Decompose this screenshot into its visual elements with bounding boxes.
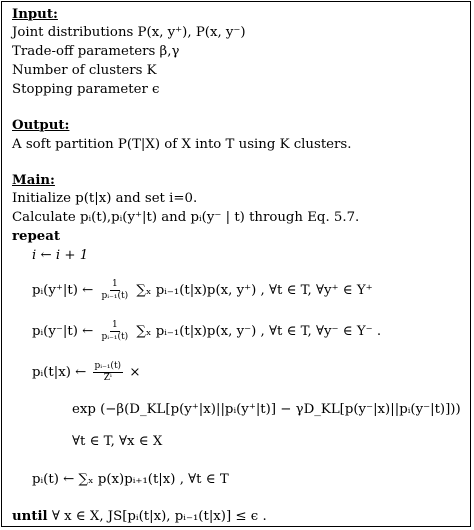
eq-txr-fraction	[93, 362, 124, 383]
input-heading: Input:	[12, 7, 58, 22]
eq-pos-lhs: pᵢ(y⁺|t) ←	[32, 283, 94, 298]
eq-pos-fraction	[100, 280, 131, 301]
main-calc-line: Calculate pᵢ(t),pᵢ(y⁺|t) and pᵢ(y⁻ | t) through Eq. 5.7.	[12, 210, 360, 225]
until-condition: ∀ x ∈ X, JS[pᵢ(t|x), pᵢ₋₁(t|x)] ≤ ϵ .	[51, 509, 267, 524]
eq-pos-frac-num: 1	[111, 279, 118, 289]
input-line-joint: Joint distributions P(x, y⁺), P(x, y⁻)	[12, 25, 246, 40]
step-increment: i ← i + 1	[32, 248, 89, 263]
equation-ptx	[32, 362, 140, 383]
until-line	[12, 510, 267, 523]
output-heading: Output:	[12, 118, 70, 133]
eq-txr-frac-num: pᵢ₋₁(t)	[94, 361, 122, 371]
algorithm-box	[1, 1, 471, 527]
input-line-stopping: Stopping parameter ϵ	[12, 82, 160, 97]
main-heading: Main:	[12, 173, 55, 188]
eq-neg-frac-num: 1	[111, 320, 118, 330]
input-line-tradeoff: Trade-off parameters β,γ	[12, 44, 180, 59]
eq-txr-rhs: ×	[129, 365, 141, 380]
eq-neg-lhs: pᵢ(y⁻|t) ←	[32, 324, 94, 339]
output-line: A soft partition P(T|X) of X into T using K clusters.	[12, 137, 352, 152]
eq-pos-rhs: ∑ₓ pᵢ₋₁(t|x)p(x, y⁺) , ∀t ∈ T, ∀y⁺ ∈ Y⁺	[136, 283, 373, 298]
main-init-line: Initialize p(t|x) and set i=0.	[12, 191, 198, 206]
eq-pos-frac-den: pᵢ₋₁(t)	[101, 291, 129, 301]
eq-txr-frac-den: Zⁱ	[103, 373, 112, 383]
eq-txr-lhs: pᵢ(t|x) ←	[32, 365, 87, 380]
input-line-clusters: Number of clusters K	[12, 63, 157, 78]
eq-neg-frac-den: pᵢ₋₁(t)	[101, 332, 129, 342]
equation-py-negative	[32, 321, 381, 342]
until-keyword: until	[12, 509, 48, 524]
equation-pt: pᵢ(t) ← ∑ₓ p(x)pᵢ₊₁(t|x) , ∀t ∈ T	[32, 472, 229, 487]
eq-neg-fraction	[100, 321, 131, 342]
equation-forall: ∀t ∈ T, ∀x ∈ X	[72, 434, 163, 449]
eq-neg-rhs: ∑ₓ pᵢ₋₁(t|x)p(x, y⁻) , ∀t ∈ T, ∀y⁻ ∈ Y⁻ .	[136, 324, 382, 339]
repeat-keyword: repeat	[12, 229, 60, 244]
equation-exp-term: exp (−β(D_KL[p(y⁺|x)||pᵢ(y⁺|t)] − γD_KL[p(y⁻|x)||pᵢ(y⁻|t)]))	[72, 402, 461, 417]
equation-py-positive	[32, 280, 373, 301]
